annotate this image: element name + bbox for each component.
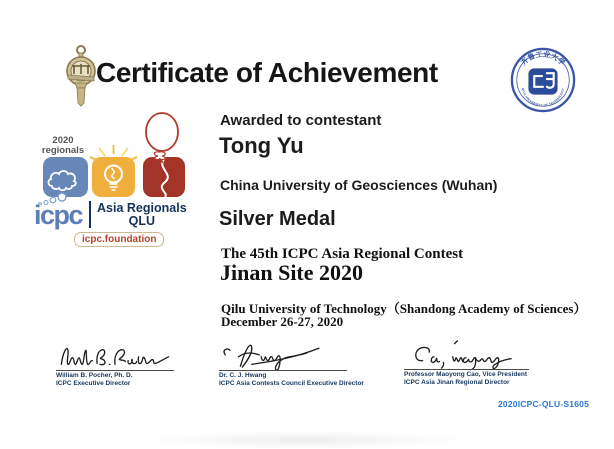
signer-name: William B. Pocher, Ph. D. <box>56 372 133 379</box>
signer-title: ICPC Asia Contests Council Executive Director <box>219 380 364 387</box>
seal-bottom-text: QILU UNIVERSITY OF TECHNOLOGY <box>520 87 566 108</box>
icpc-wordmark <box>34 201 187 228</box>
blue-square-icon <box>43 157 88 197</box>
signer-name: Dr. C. J. Hwang <box>219 372 267 379</box>
signature-line <box>56 370 174 371</box>
certificate-code: 2020ICPC-QLU-S1605 <box>498 399 589 409</box>
signer-title: ICPC Asia Jinan Regional Director <box>404 379 510 386</box>
icpc-text: icpc <box>34 199 83 230</box>
signer-name: Professor Maoyong Cao, Vice President <box>404 371 528 378</box>
icpc-foundation-badge: icpc.foundation <box>74 232 164 247</box>
light-ray-icon <box>99 148 105 156</box>
divider <box>89 201 91 228</box>
qlu-university-seal-icon <box>507 46 579 114</box>
host-university: Qilu University of Technology（Shandong Academy of Sciences） <box>221 301 587 316</box>
light-ray-icon <box>122 148 128 156</box>
region-label: Asia Regionals QLU <box>97 200 187 228</box>
signature-poucher-script <box>55 338 175 370</box>
contestant-name: Tong Yu <box>219 133 304 158</box>
seal-top-text: 齐鲁工业大学 <box>518 49 568 68</box>
signature-cao-script <box>402 338 527 370</box>
contest-site: Jinan Site 2020 <box>220 260 364 285</box>
contest-dates: December 26-27, 2020 <box>221 314 344 329</box>
page-shadow <box>140 431 470 449</box>
signature-line <box>404 369 529 370</box>
orange-square-icon <box>92 157 135 197</box>
signature-hwang-script <box>216 336 346 370</box>
signer-title: ICPC Executive Director <box>56 380 131 387</box>
award-name: Silver Medal <box>219 208 336 230</box>
contestant-university: China University of Geosciences (Wuhan) <box>220 177 498 193</box>
page-title: Certificate of Achievement <box>96 57 438 88</box>
awarded-label: Awarded to contestant <box>220 112 382 129</box>
signature-line <box>219 370 347 371</box>
balloon-icon <box>146 113 178 151</box>
icpc-regionals-artwork <box>28 110 200 205</box>
contest-name: The 45th ICPC Asia Regional Contest <box>221 246 464 262</box>
regionals-year-badge: 2020 regionals <box>41 135 85 156</box>
